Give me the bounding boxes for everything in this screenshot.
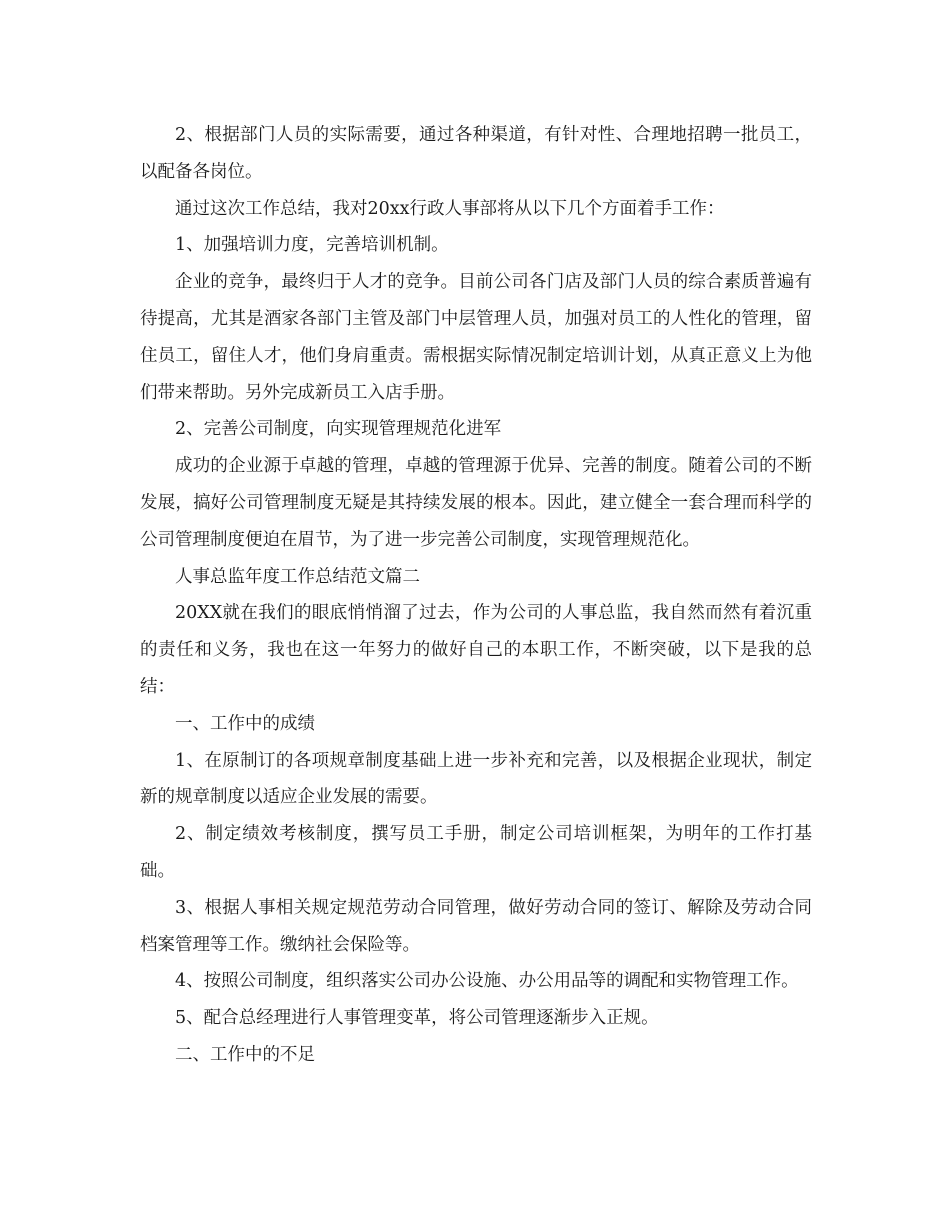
paragraph-year-intro: 20XX就在我们的眼底悄悄溜了过去，作为公司的人事总监，我自然而然有着沉重的责任和义务，我也在这一年努力的做好自己的本职工作，不断突破，以下是我的总结：: [140, 603, 812, 697]
section-title-part-two: 人事总监年度工作总结范文篇二: [175, 566, 420, 587]
heading-achievements: 一、工作中的成绩: [175, 713, 315, 734]
list-item-achievement-1: 1、在原制订的各项规章制度基础上进一步补充和完善，以及根据企业现状，制定新的规章制度以适应企业发展的需要。: [140, 750, 812, 808]
heading-shortcomings: 二、工作中的不足: [175, 1044, 315, 1065]
document-body: [140, 117, 812, 1074]
list-item-achievement-3: 3、根据人事相关规定规范劳动合同管理，做好劳动合同的签订、解除及劳动合同档案管理等工作。缴纳社会保险等。: [140, 897, 812, 955]
paragraph-recruitment: 2、根据部门人员的实际需要，通过各种渠道，有针对性、合理地招聘一批员工，以配备各岗位。: [140, 125, 812, 182]
list-item-achievement-4: 4、按照公司制度，组织落实公司办公设施、办公用品等的调配和实物管理工作。: [175, 971, 799, 992]
list-item-achievement-5: 5、配合总经理进行人事管理变革，将公司管理逐渐步入正规。: [175, 1008, 659, 1029]
paragraph-training-body: 企业的竞争，最终归于人才的竞争。目前公司各门店及部门人员的综合素质普遍有待提高，尤其是酒家各部门主管及部门中层管理人员，加强对员工的人性化的管理，留住员工，留住人才，他们身肩重责。需根据实际情况制定培训计划，从真正意义上为他们带来帮助。另外完成新员工入店手册。: [140, 272, 812, 403]
list-item-achievement-2: 2、制定绩效考核制度，撰写员工手册，制定公司培训框架，为明年的工作打基础。: [140, 824, 812, 881]
paragraph-summary-intro: 通过这次工作总结，我对20xx行政人事部将从以下几个方面着手工作：: [175, 198, 725, 219]
paragraph-system-body: 成功的企业源于卓越的管理，卓越的管理源于优异、完善的制度。随着公司的不断发展，搞好公司管理制度无疑是其持续发展的根本。因此，建立健全一套合理而科学的公司管理制度便迫在眉节，为了进一步完善公司制度，实现管理规范化。: [140, 456, 812, 550]
paragraph-system-heading: 2、完善公司制度，向实现管理规范化进军: [175, 419, 502, 440]
paragraph-training-heading: 1、加强培训力度，完善培训机制。: [175, 235, 449, 256]
